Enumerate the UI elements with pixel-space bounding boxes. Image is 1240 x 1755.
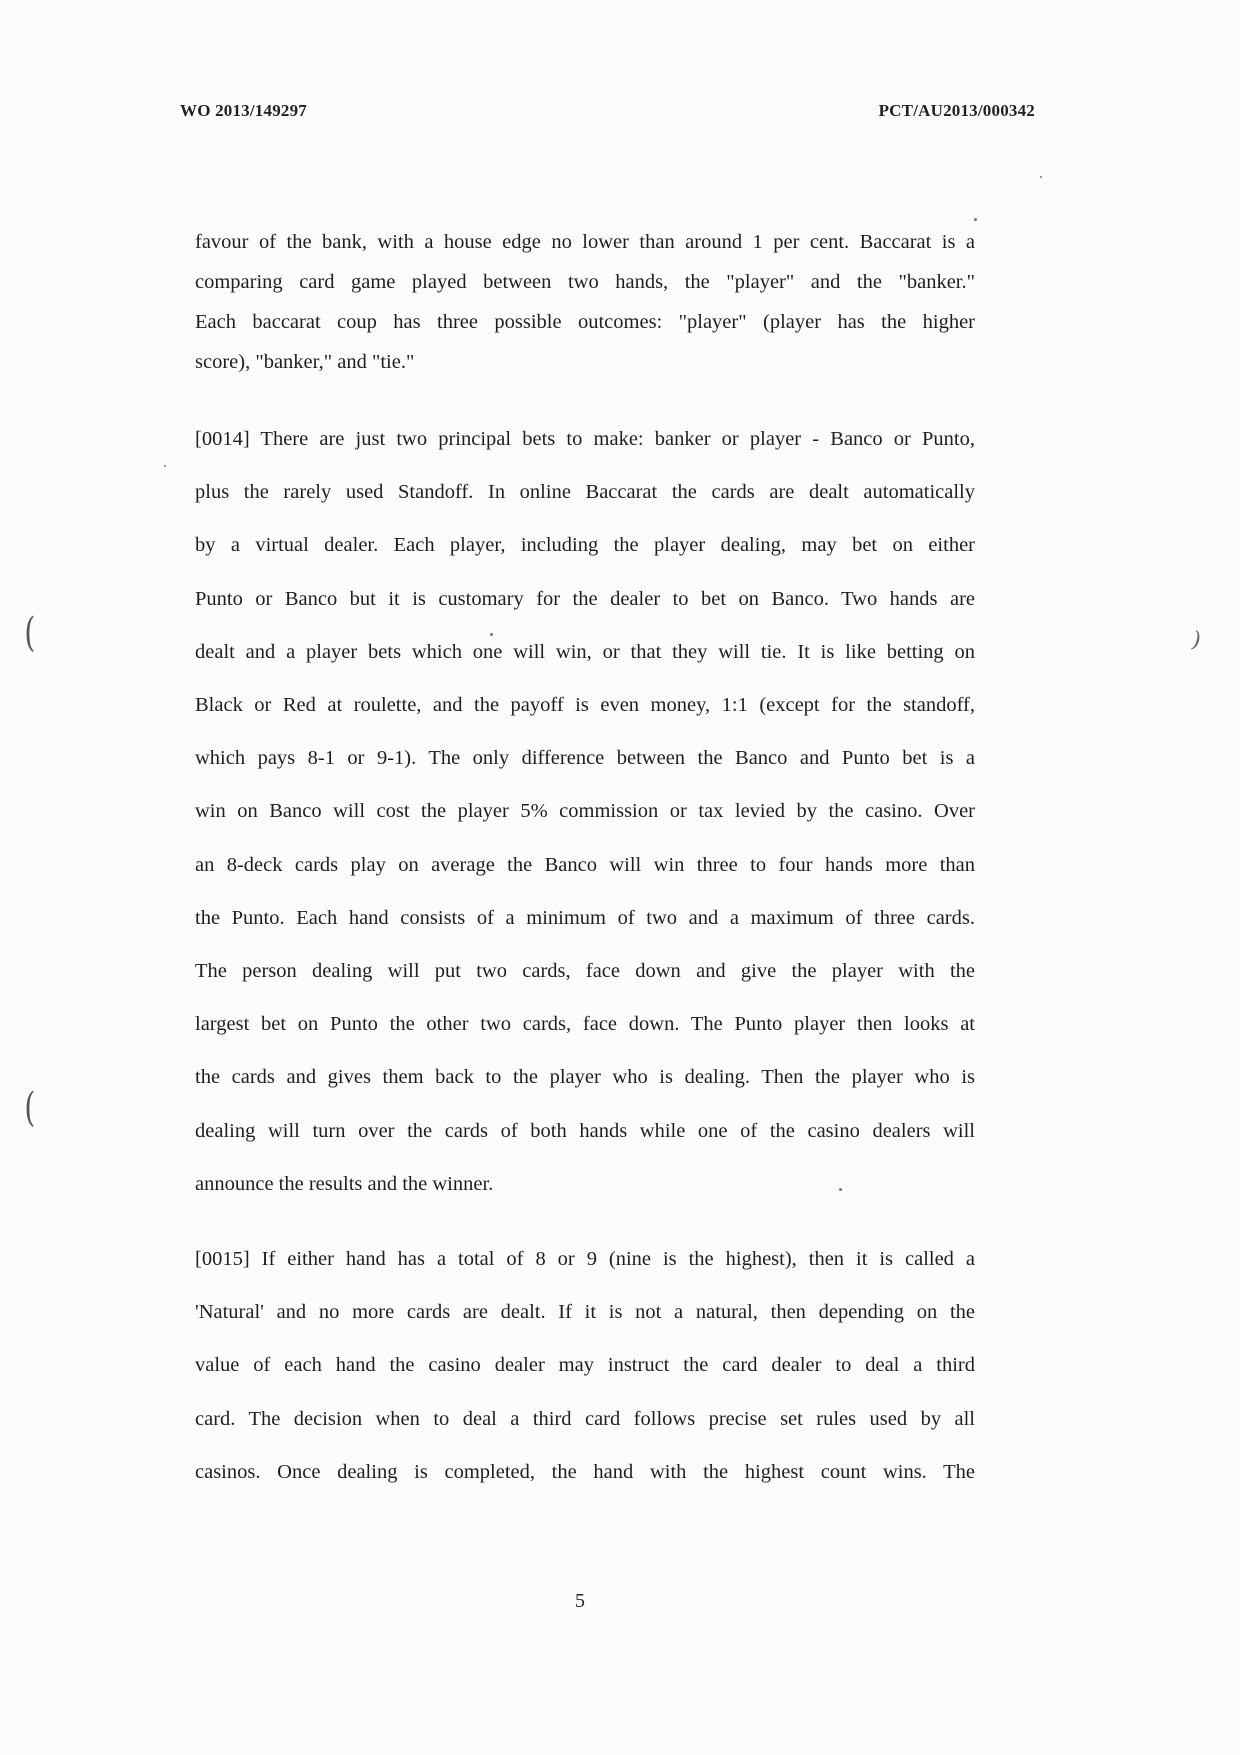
text-line: [0015] If either hand has a total of 8 or 9 (nine is the highest), then it is called a [195,1248,975,1270]
text-line: favour of the bank, with a house edge no lower than around 1 per cent. Baccarat is a [195,231,975,253]
text-line: an 8-deck cards play on average the Banco will win three to four hands more than [195,853,975,876]
text-line: which pays 8-1 or 9-1). The only difference between the Banco and Punto bet is a [195,747,975,770]
paragraph-0015 [195,1233,975,1499]
margin-bracket-mark: ( [24,1085,36,1131]
text-line: largest bet on Punto the other two cards, face down. The Punto player then looks at [195,1013,975,1036]
text-line: The person dealing will put two cards, face down and give the player with the [195,960,975,983]
text-line: Punto or Banco but it is customary for the dealer to bet on Banco. Two hands are [195,587,975,610]
scan-speck [974,218,977,221]
text-line: Black or Red at roulette, and the payoff is even money, 1:1 (except for the standoff, [195,694,975,717]
text-line: [0014] There are just two principal bets to make: banker or player - Banco or Punto, [195,428,975,450]
text-line: win on Banco will cost the player 5% commission or tax levied by the casino. Over [195,800,975,823]
text-line: comparing card game played between two hands, the "player" and the "banker." [195,271,975,293]
paragraph-0014 [195,413,975,1211]
text-line: the cards and gives them back to the player who is dealing. Then the player who is [195,1066,975,1089]
margin-scan-mark: ) [1188,627,1204,654]
scan-speck [164,465,166,467]
text-line: announce the results and the winner. [195,1172,494,1195]
text-line: the Punto. Each hand consists of a minimum of two and a maximum of three cards. [195,906,975,929]
text-line: Each baccarat coup has three possible outcomes: "player" (player has the higher [195,311,975,333]
scan-speck [1040,176,1042,178]
scan-speck [839,1188,842,1191]
text-line: plus the rarely used Standoff. In online Baccarat the cards are dealt automatically [195,481,975,504]
publication-number: WO 2013/149297 [180,101,307,120]
text-line: score), "banker," and "tie." [195,351,415,373]
margin-bracket-mark: ( [24,610,36,656]
text-line: dealing will turn over the cards of both hands while one of the casino dealers will [195,1119,975,1142]
text-line: card. The decision when to deal a third card follows precise set rules used by all [195,1407,975,1430]
text-line: dealt and a player bets which one will win, or that they will tie. It is like betting on [195,640,975,663]
text-line: 'Natural' and no more cards are dealt. If it is not a natural, then depending on the [195,1301,975,1324]
paragraph-continued [195,222,975,382]
text-line: value of each hand the casino dealer may instruct the card dealer to deal a third [195,1354,975,1377]
text-line: casinos. Once dealing is completed, the hand with the highest count wins. The [195,1460,975,1483]
application-number: PCT/AU2013/000342 [878,101,1035,120]
page-number: 5 [575,1590,585,1612]
scan-speck [490,633,493,636]
text-line: by a virtual dealer. Each player, including the player dealing, may bet on either [195,534,975,557]
